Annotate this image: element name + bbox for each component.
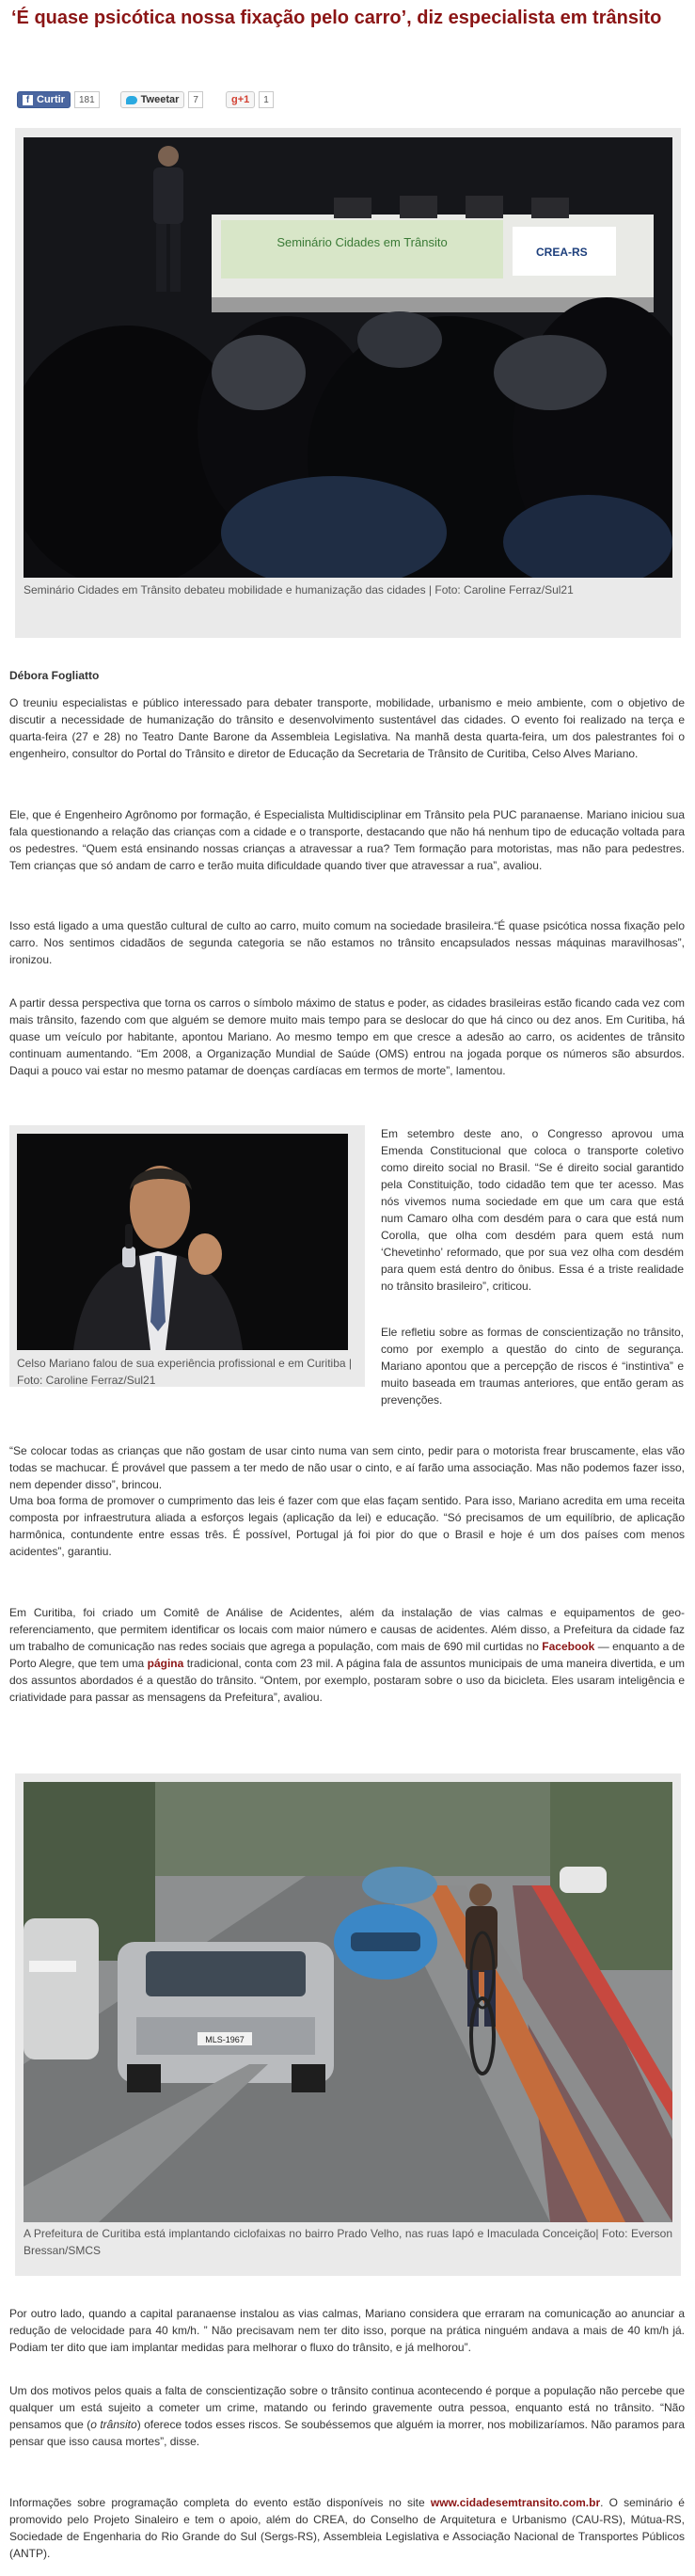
paragraph-10 <box>9 2382 685 2450</box>
seminar-caption: Seminário Cidades em Trânsito debateu mobilidade e humanização das cidades | Foto: Caroline Ferraz/Sul21 <box>24 583 574 596</box>
banner-text: Seminário Cidades em Trânsito <box>276 235 448 249</box>
gplus-icon: g <box>230 94 238 105</box>
twitter-bird-icon <box>126 96 137 104</box>
paragraph-11 <box>9 2494 685 2562</box>
paragraph-8-part-1: Em Curitiba, foi criado um Comitê de Análise de Acidentes, além da instalação de vias calmas e equipamentos de geo-referenciamento, que permitem identificar os locais com maior número e causas de acidentes. Além disso, a Prefeitura da cidade faz um trabalho de comunicação nas redes sociais que agrega a população, com mais de 690 mil curtidas no <box>9 1606 685 1653</box>
facebook-like-label: Curtir <box>37 94 65 105</box>
seminar-photo <box>24 137 672 578</box>
tweet-count: 7 <box>188 91 203 108</box>
facebook-like-count: 181 <box>74 91 100 108</box>
license-plate: MLS-1967 <box>205 2035 245 2044</box>
share-bar <box>17 90 274 109</box>
article-author: Débora Fogliatto <box>9 669 100 682</box>
paragraph-8-part-2: — enquanto a de Porto Alegre, que tem uma <box>9 1640 685 1670</box>
paragraph-1: O treuniu especialistas e público interessado para debater transporte, mobilidade, urbanismo e meio ambiente, com o objetivo de discutir a necessidade de humanização do trânsito e desenvolvimento sustentável das cidades. O evento foi realizado na terça e quarta-feira (27 e 28) no Teatro Dante Barone da Assembleia Legislativa. Na manhã desta quarta-feira, um dos palestrantes foi o engenheiro, consultor do Portal do Trânsito e diretor de Educação da Secretaria de Trânsito de Curitiba, Celso Alves Mariano. <box>9 696 685 760</box>
facebook-icon: f <box>23 95 33 105</box>
paragraph-10-italic: o trânsito <box>90 2418 137 2431</box>
gplus-count: 1 <box>259 91 274 108</box>
paragraph-9: Por outro lado, quando a capital paranaense instalou as vias calmas, Mariano considera que erraram na comunicação ao anunciar a redução de velocidade para 40 km/h. ” Não precisavam nem ter dito isso, porque na prática ninguém andava a mais de 40 km/h já. Podiam ter dito que iam implantar medidas para melhorar o fluxo do trânsito, e já melhorou”. <box>9 2307 685 2354</box>
paragraph-11-part-2: . O seminário é promovido pelo Projeto Sinaleiro e tem o apoio, além do CREA, do Conselho de Arquitetura e Urbanismo (CAU-RS), Mútua-RS, Sociedade de Engenharia do Rio Grande do Sul (Sergs-RS), Assembleia Legislativa e Associação Nacional de Transportes Públicos (ANTP). <box>9 2496 685 2560</box>
paragraph-2: Ele, que é Engenheiro Agrônomo por formação, é Especialista Multidisciplinar em Trânsito pela PUC paranaense. Mariano iniciou sua fala questionando a relação das crianças com a cidade e o transporte, destacando que não há nenhum tipo de educação voltada para os pedestres. “Quem está ensinando nossas crianças a atravessar a rua? Tem formação para motoristas, mas não para pedestres. Tem crianças que só andam de carro e terão muita dificuldade quando tiver que atravessar a rua”, avaliou. <box>9 808 685 872</box>
gplus-button[interactable] <box>226 91 255 108</box>
paragraph-10-part-1: Um dos motivos pelos quais a falta de conscientização sobre o trânsito continua acontecendo é porque a população não percebe que qualquer um está sujeito a cometer um crime, matando ou ferindo gravemente outra pessoa, enquanto está no trânsito. “Não pensamos que ( <box>9 2384 685 2431</box>
seminar-figure <box>15 128 681 638</box>
gplus-label: +1 <box>237 94 250 105</box>
paragraph-8-part-3: tradicional, conta com 23 mil. A página fala de assuntos municipais de uma maneira divertida, e um dos assuntos abordados é a questão do trânsito. “Ontem, por exemplo, postaram sobre o uso da bicicleta. Eles usaram inteligência e criatividade para passar as mensagens da Prefeitura”, avaliou. <box>9 1657 685 1704</box>
bike-caption: A Prefeitura de Curitiba está implantando ciclofaixas no bairro Prado Velho, nas ruas Iapó e Imaculada Conceição| Foto: Everson Bressan/SMCS <box>24 2227 672 2257</box>
paragraph-8 <box>9 1604 685 1706</box>
speaker-photo <box>17 1134 348 1350</box>
article-title: ‘É quase psicótica nossa fixação pelo carro’, diz especialista em trânsito <box>11 8 662 28</box>
paragraph-6-continued: “Se colocar todas as crianças que não gostam de usar cinto numa van sem cinto, pedir para o motorista frear bruscamente, elas vão todas se machucar. É provável que passem a ter medo de não usar o cinto, e aí farão uma associação. Mas não podemos fazer isso, nem depender disso”, brincou. <box>9 1444 685 1491</box>
paragraph-5: Em setembro deste ano, o Congresso aprovou uma Emenda Constitucional que coloca o transporte coletivo como direito social no Brasil. “Se é direito social garantido pela Constituição, todo cidadão tem que ter acesso. Mas nós vivemos numa sociedade em que um cara que está num Camaro olha com desdém para o cara que está num Corolla, que olha com desdém para quem está num ‘Chevetinho’ reformado, que por sua vez olha com desdém para quem está dentro do ônibus. Essa é a triste realidade no trânsito brasileiro”, criticou. <box>381 1127 684 1293</box>
tweet-label: Tweetar <box>140 94 180 105</box>
speaker-caption: Celso Mariano falou de sua experiência profissional e em Curitiba | Foto: Caroline Ferraz/Sul21 <box>17 1357 352 1387</box>
paragraph-3: Isso está ligado a uma questão cultural de culto ao carro, muito comum na sociedade brasileira.“É quase psicótica nossa fixação pelo carro. Nos sentimos cidadãos de segunda categoria se não estamos no trânsito encapsulados nessas máquinas maravilhosas”, ironizou. <box>9 919 685 966</box>
paragraph-6: Ele refletiu sobre as formas de conscientização no trânsito, como por exemplo a questão do cinto de segurança. Mariano apontou que a percepção de riscos é “instintiva” e muito baseada em traumas anteriores, que então geram as prevenções. <box>381 1326 684 1407</box>
bike-lane-photo <box>24 1782 672 2222</box>
pagina-link[interactable]: página <box>147 1657 184 1670</box>
facebook-link[interactable]: Facebook <box>542 1640 595 1653</box>
podium-logo: CREA-RS <box>536 246 588 259</box>
paragraph-7: Uma boa forma de promover o cumprimento das leis é fazer com que elas façam sentido. Para isso, Mariano acredita em uma receita composta por infraestrutura aliada a esforços legais (aplicação da lei) e educação. “Só precisamos de um equilíbrio, de aplicação harmônica, contundente entre essas três. É possível, Portugal já foi pior do que o Brasil e hoje é um dos países com menos acidentes”, garantiu. <box>9 1494 685 1558</box>
facebook-like-button[interactable] <box>17 91 71 108</box>
bike-figure <box>15 1773 681 2276</box>
paragraph-11-part-1: Informações sobre programação completa do evento estão disponíveis no site <box>9 2496 425 2509</box>
paragraph-10-part-2: ) oferece todos esses riscos. Se soubéssemos que alguém ia morrer, nos mobilizaríamos. Não paramos para pensar que isso causa mortes”, disse. <box>9 2418 685 2448</box>
paragraph-4: A partir dessa perspectiva que torna os carros o símbolo máximo de status e poder, as cidades brasileiras estão ficando cada vez com mais trânsito, fazendo com que alguém se demore muito mais tempo para se deslocar do que há cinco ou dez anos. Em Curitiba, há quase um veículo por habitante, apontou Mariano. Ao mesmo tempo em que cresce a adesão ao carro, os acidentes de trânsito continuam aumentando. “Em 2008, a Organização Mundial de Saúde (OMS) entrou na jogada porque os números são absurdos. Daqui a pouco vai estar no mesmo patamar de doenças cardíacas em termos de morte”, lamentou. <box>9 996 685 1077</box>
speaker-figure <box>9 1125 365 1387</box>
tweet-button[interactable] <box>120 91 185 108</box>
event-site-link[interactable]: www.cidadesemtransito.com.br <box>430 2496 601 2509</box>
